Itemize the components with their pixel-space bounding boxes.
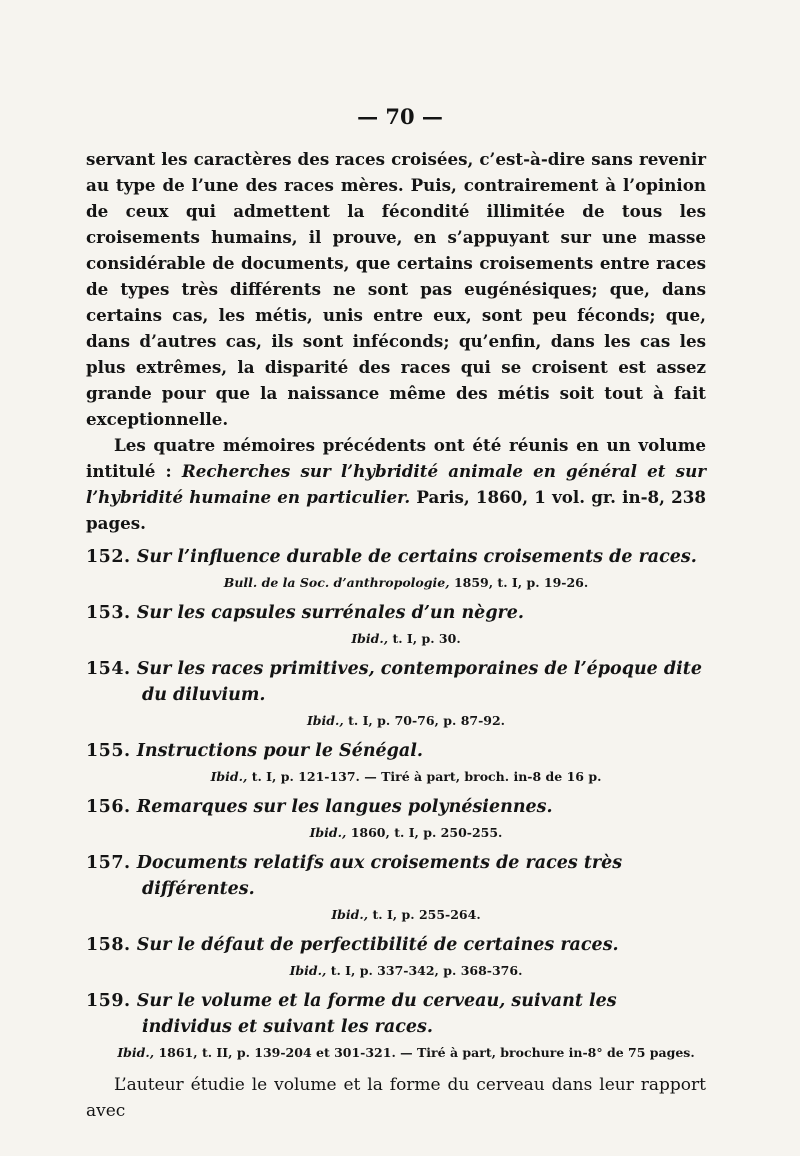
entry-ref-details: t. I, p. 70-76, p. 87-92. bbox=[348, 713, 506, 728]
bibliography-list bbox=[86, 544, 706, 1062]
bibliography-entry bbox=[86, 932, 706, 980]
memoirs-details: Paris, 1860, 1 vol. gr. in-8, 238 pages. bbox=[86, 487, 706, 533]
bibliography-entry bbox=[86, 656, 706, 730]
entry-number: 159. bbox=[86, 991, 131, 1011]
entry-ref-source: Ibid., bbox=[331, 907, 369, 922]
page-content bbox=[86, 146, 706, 1124]
bibliography-entry bbox=[86, 850, 706, 924]
entry-ref-source: Ibid., bbox=[306, 713, 344, 728]
entry-number: 155. bbox=[86, 741, 131, 761]
entry-title: Sur l’influence durable de certains croisements de races. bbox=[136, 547, 697, 567]
entry-ref-source: Ibid., bbox=[351, 631, 389, 646]
entry-number: 156. bbox=[86, 797, 131, 817]
entry-heading bbox=[86, 738, 706, 764]
entry-title: Remarques sur les langues polynésiennes. bbox=[136, 797, 553, 817]
bibliography-entry bbox=[86, 988, 706, 1062]
entry-heading bbox=[86, 544, 706, 570]
entry-heading bbox=[86, 988, 706, 1040]
entry-title: Sur le défaut de perfectibilité de certaines races. bbox=[136, 935, 619, 955]
entry-title: Sur les capsules surrénales d’un nègre. bbox=[136, 603, 525, 623]
entry-reference bbox=[106, 962, 706, 980]
entry-heading bbox=[86, 794, 706, 820]
entry-ref-source: Bull. de la Soc. d’anthropologie, bbox=[223, 575, 450, 590]
entry-title: Sur les races primitives, contemporaines de l’époque dite du diluvium. bbox=[136, 659, 702, 705]
bibliography-entry bbox=[86, 794, 706, 842]
bibliography-entry bbox=[86, 738, 706, 786]
entry-reference bbox=[106, 824, 706, 842]
entry-reference bbox=[106, 768, 706, 786]
entry-heading bbox=[86, 600, 706, 626]
entry-heading bbox=[86, 850, 706, 902]
entry-number: 158. bbox=[86, 935, 131, 955]
entry-reference bbox=[106, 906, 706, 924]
entry-ref-source: Ibid., bbox=[117, 1045, 155, 1060]
entry-reference bbox=[106, 712, 706, 730]
memoirs-paragraph bbox=[86, 432, 706, 536]
intro-paragraph: servant les caractères des races croisées, c’est-à-dire sans revenir au type de l’une des races mères. Puis, contrairement à l’opinion de ceux qui admettent la fécondité illimitée de tous les croisements humains, il prouve, en s’appuyant sur une masse considérable de documents, que certains croisements entre races de types très différents ne sont pas eugénésiques; que, dans certains cas, les métis, unis entre eux, sont peu féconds; que, dans d’autres cas, ils sont inféconds; qu’enfin, dans les cas les plus extrêmes, la disparité des races qui se croisent est assez grande pour que la naissance même des métis soit tout à fait exceptionnelle. bbox=[86, 149, 706, 429]
entry-ref-details: 1861, t. II, p. 139-204 et 301-321. — Tiré à part, brochure in-8° de 75 pages. bbox=[158, 1045, 695, 1060]
memoirs-lead: Les quatre mémoires précédents ont été réunis en un volume intitulé : bbox=[86, 435, 706, 481]
entry-reference bbox=[106, 574, 706, 592]
entry-title: Sur le volume et la forme du cerveau, suivant les individus et suivant les races. bbox=[136, 991, 617, 1037]
page-number: — 70 — bbox=[357, 104, 443, 129]
entry-ref-details: 1860, t. I, p. 250-255. bbox=[350, 825, 503, 840]
bibliography-entry bbox=[86, 600, 706, 648]
entry-title: Documents relatifs aux croisements de races très différentes. bbox=[136, 853, 623, 899]
entry-ref-source: Ibid., bbox=[309, 825, 347, 840]
entry-ref-details: t. I, p. 255-264. bbox=[372, 907, 481, 922]
bibliography-entry bbox=[86, 544, 706, 592]
entry-number: 154. bbox=[86, 659, 131, 679]
entry-number: 157. bbox=[86, 853, 131, 873]
closing-paragraph: L’auteur étudie le volume et la forme du cerveau dans leur rapport avec bbox=[86, 1075, 706, 1121]
entry-number: 152. bbox=[86, 547, 131, 567]
entry-number: 153. bbox=[86, 603, 131, 623]
entry-heading bbox=[86, 656, 706, 708]
memoirs-book-title: Recherches sur l’hybridité animale en général et sur l’hybridité humaine en particulier. bbox=[86, 461, 706, 507]
entry-ref-source: Ibid., bbox=[289, 963, 327, 978]
entry-ref-details: t. I, p. 121-137. — Tiré à part, broch. in-8 de 16 p. bbox=[251, 769, 602, 784]
entry-reference bbox=[106, 630, 706, 648]
entry-ref-details: t. I, p. 30. bbox=[392, 631, 461, 646]
entry-heading bbox=[86, 932, 706, 958]
entry-reference bbox=[106, 1044, 706, 1062]
entry-ref-source: Ibid., bbox=[210, 769, 248, 784]
entry-title: Instructions pour le Sénégal. bbox=[136, 741, 423, 761]
entry-ref-details: t. I, p. 337-342, p. 368-376. bbox=[330, 963, 523, 978]
entry-ref-details: 1859, t. I, p. 19-26. bbox=[453, 575, 589, 590]
